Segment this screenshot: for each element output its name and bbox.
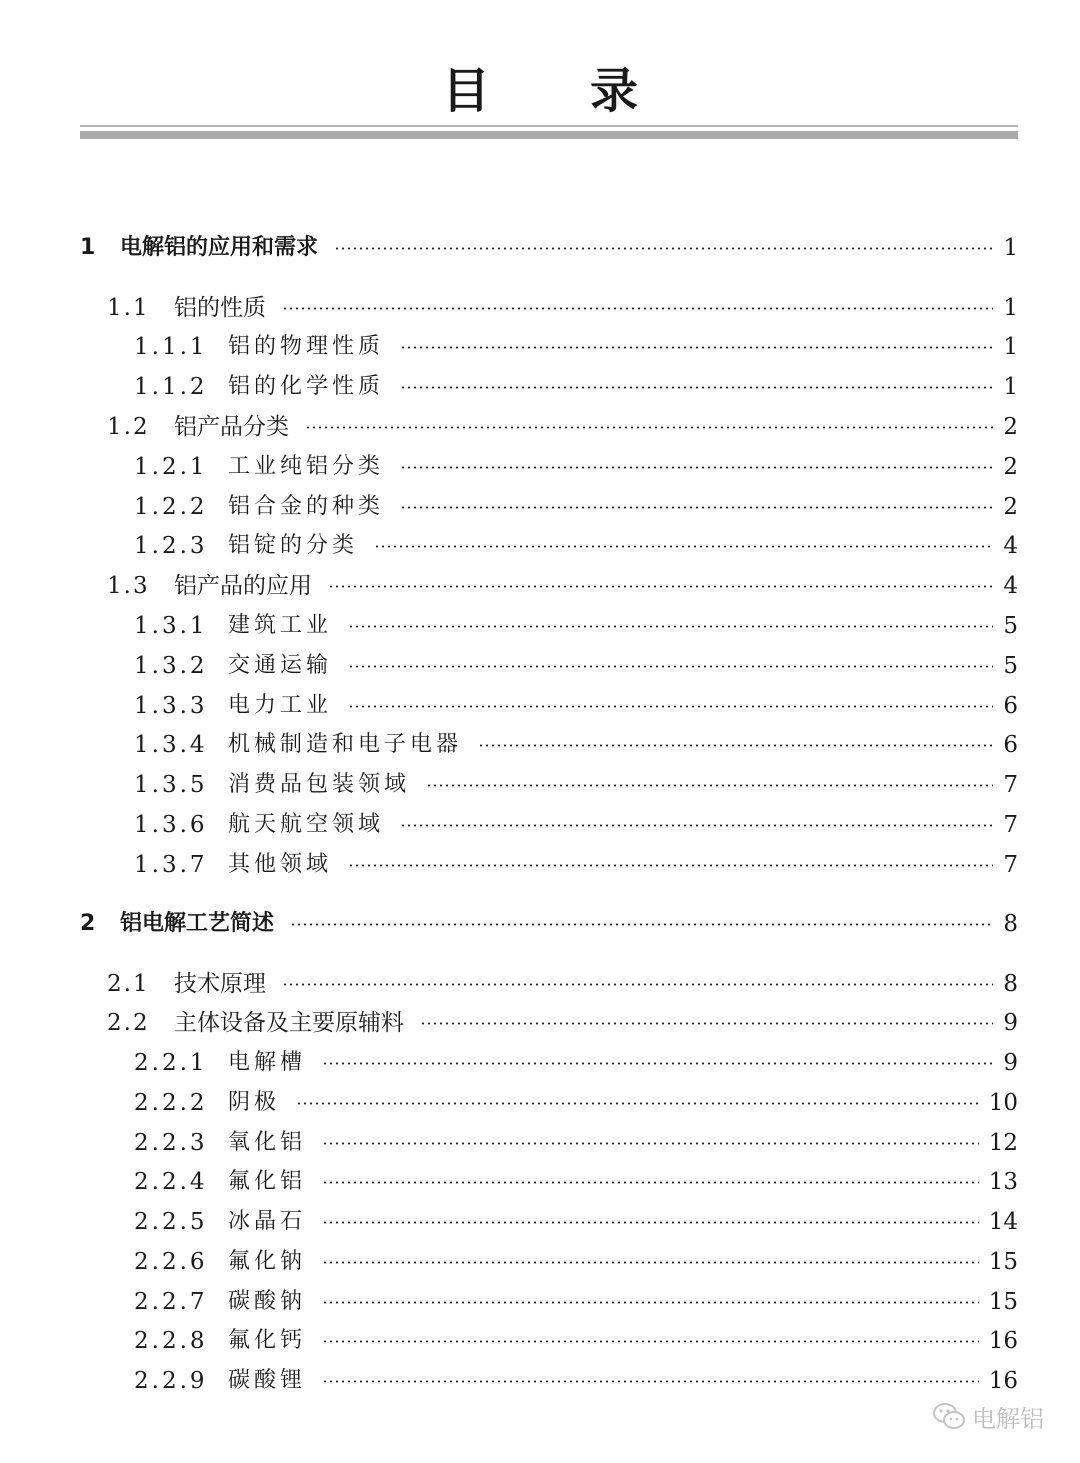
toc-entry[interactable] bbox=[0, 330, 1080, 364]
toc-entry-title: 冰晶石 bbox=[228, 1209, 307, 1234]
toc-entry-number: 2 bbox=[80, 911, 96, 936]
toc-entry-number: 1.2.2 bbox=[134, 494, 208, 520]
toc-leader-dots bbox=[296, 1102, 979, 1105]
toc-leader-dots bbox=[400, 466, 993, 469]
toc-entry-number: 2.2.5 bbox=[134, 1209, 208, 1235]
toc-entry-page: 1 bbox=[1003, 334, 1018, 360]
toc-entry-number: 1.3.7 bbox=[134, 852, 208, 878]
toc-entry-title: 主体设备及主要原辅料 bbox=[174, 1010, 404, 1036]
toc-entry-page: 6 bbox=[1003, 732, 1018, 758]
toc-entry-page: 10 bbox=[988, 1090, 1018, 1116]
toc-leader-dots bbox=[282, 307, 993, 310]
toc-entry-title: 铝产品的应用 bbox=[174, 573, 312, 599]
toc-entry-number: 1.3.2 bbox=[134, 653, 208, 679]
toc-entry-title: 铝的物理性质 bbox=[228, 334, 385, 359]
toc-leader-dots bbox=[322, 1261, 979, 1264]
toc-entry[interactable] bbox=[0, 649, 1080, 683]
toc-entry-page: 7 bbox=[1003, 772, 1018, 798]
toc-leader-dots bbox=[400, 346, 993, 349]
toc-entry-number: 1.3.6 bbox=[134, 812, 208, 838]
watermark-text: 电解铝 bbox=[972, 1404, 1044, 1433]
title-rule-thin bbox=[80, 125, 1018, 127]
toc-entry-page: 6 bbox=[1003, 693, 1018, 719]
toc-entry-title: 氟化钙 bbox=[228, 1328, 307, 1353]
toc-entry[interactable] bbox=[0, 1285, 1080, 1319]
toc-leader-dots bbox=[322, 1301, 979, 1304]
toc-entry[interactable] bbox=[0, 1006, 1080, 1040]
toc-leader-dots bbox=[420, 1022, 993, 1025]
toc-entry-title: 建筑工业 bbox=[228, 613, 333, 638]
toc-entry-number: 1.1 bbox=[107, 295, 150, 321]
toc-entry-page: 12 bbox=[988, 1130, 1018, 1156]
toc-entry-title: 技术原理 bbox=[174, 971, 266, 997]
toc-leader-dots bbox=[400, 386, 993, 389]
toc-entry[interactable] bbox=[0, 450, 1080, 484]
toc-entry-page: 9 bbox=[1003, 1050, 1018, 1076]
toc-entry-title: 氟化铝 bbox=[228, 1169, 307, 1194]
toc-entry-page: 14 bbox=[988, 1209, 1018, 1235]
toc-leader-dots bbox=[290, 923, 993, 926]
toc-entry-page: 2 bbox=[1003, 414, 1018, 440]
toc-entry-title: 碳酸钠 bbox=[228, 1289, 307, 1314]
toc-entry-number: 1.2 bbox=[107, 414, 150, 440]
toc-entry-page: 1 bbox=[1003, 374, 1018, 400]
toc-entry-number: 2.2.1 bbox=[134, 1050, 208, 1076]
toc-entry[interactable] bbox=[0, 370, 1080, 404]
toc-entry[interactable] bbox=[0, 1046, 1080, 1080]
toc-entry-page: 4 bbox=[1003, 573, 1018, 599]
toc-entry-page: 15 bbox=[988, 1249, 1018, 1275]
toc-leader-dots bbox=[426, 784, 993, 787]
toc-entry-number: 2.2.4 bbox=[134, 1169, 208, 1195]
toc-entry-page: 8 bbox=[1003, 971, 1018, 997]
toc-leader-dots bbox=[348, 864, 993, 867]
toc-entry-number: 1.3.4 bbox=[134, 732, 208, 758]
toc-entry-number: 1.3.1 bbox=[134, 613, 208, 639]
toc-entry[interactable] bbox=[0, 1126, 1080, 1160]
toc-entry-page: 5 bbox=[1003, 613, 1018, 639]
page-title bbox=[0, 52, 1080, 121]
toc-entry-page: 9 bbox=[1003, 1010, 1018, 1036]
toc-entry-number: 2.2 bbox=[107, 1010, 150, 1036]
toc-entry[interactable] bbox=[0, 1364, 1080, 1398]
toc-entry-title: 铝的性质 bbox=[174, 295, 266, 321]
toc-entry-number: 2.1 bbox=[107, 971, 150, 997]
toc-entry-number: 1.1.2 bbox=[134, 374, 208, 400]
toc-entry-title: 铝的化学性质 bbox=[228, 374, 385, 399]
watermark bbox=[932, 1396, 1044, 1436]
toc-entry-number: 1.2.3 bbox=[134, 533, 208, 559]
toc-entry-title: 阴极 bbox=[228, 1090, 281, 1115]
toc-entry-number: 1 bbox=[80, 235, 96, 260]
toc-entry-number: 1.3 bbox=[107, 573, 150, 599]
toc-entry-page: 2 bbox=[1003, 454, 1018, 480]
toc-entry-title: 氟化钠 bbox=[228, 1249, 307, 1274]
toc-entry-number: 2.2.3 bbox=[134, 1130, 208, 1156]
toc-entry-page: 16 bbox=[988, 1368, 1018, 1394]
toc-leader-dots bbox=[348, 625, 993, 628]
toc-entry-page: 7 bbox=[1003, 852, 1018, 878]
toc-entry-title: 碳酸锂 bbox=[228, 1368, 307, 1393]
toc-leader-dots bbox=[322, 1062, 993, 1065]
toc-entry[interactable] bbox=[0, 529, 1080, 563]
toc-entry[interactable] bbox=[0, 1245, 1080, 1279]
toc-entry-title: 航天航空领域 bbox=[228, 812, 385, 837]
toc-entry[interactable] bbox=[0, 1086, 1080, 1120]
toc-leader-dots bbox=[282, 983, 993, 986]
toc-entry-page: 1 bbox=[1003, 295, 1018, 321]
toc-entry-title: 铝锭的分类 bbox=[228, 533, 359, 558]
toc-entry-page: 4 bbox=[1003, 533, 1018, 559]
toc-entry-title: 消费品包装领域 bbox=[228, 772, 411, 797]
toc-entry[interactable] bbox=[0, 231, 1080, 265]
toc-entry-title: 铝产品分类 bbox=[174, 414, 289, 440]
toc-entry-page: 2 bbox=[1003, 494, 1018, 520]
toc-entry-page: 8 bbox=[1003, 911, 1018, 937]
toc-entry-number: 2.2.6 bbox=[134, 1249, 208, 1275]
toc-entry[interactable] bbox=[0, 410, 1080, 444]
toc-leader-dots bbox=[348, 705, 993, 708]
toc-entry-page: 7 bbox=[1003, 812, 1018, 838]
toc-entry[interactable] bbox=[0, 728, 1080, 762]
toc-entry-page: 15 bbox=[988, 1289, 1018, 1315]
toc-entry-title: 电解槽 bbox=[228, 1050, 307, 1075]
toc-entry-title: 交通运输 bbox=[228, 653, 333, 678]
toc-entry-page: 1 bbox=[1003, 235, 1018, 261]
toc-entry[interactable] bbox=[0, 1205, 1080, 1239]
toc-entry-title: 工业纯铝分类 bbox=[228, 454, 385, 479]
toc-leader-dots bbox=[328, 585, 993, 588]
toc-entry-page: 13 bbox=[988, 1169, 1018, 1195]
toc-entry[interactable] bbox=[0, 1165, 1080, 1199]
toc-leader-dots bbox=[400, 506, 993, 509]
toc-entry[interactable] bbox=[0, 768, 1080, 802]
toc-leader-dots bbox=[348, 665, 993, 668]
toc-leader-dots bbox=[478, 744, 993, 747]
toc-leader-dots bbox=[400, 824, 993, 827]
toc-entry-number: 2.2.2 bbox=[134, 1090, 208, 1116]
toc-entry[interactable] bbox=[0, 569, 1080, 603]
toc-entry-number: 2.2.8 bbox=[134, 1328, 208, 1354]
toc-entry-title: 电解铝的应用和需求 bbox=[120, 235, 319, 260]
toc-entry-title: 氧化铝 bbox=[228, 1130, 307, 1155]
toc-entry[interactable] bbox=[0, 808, 1080, 842]
toc-entry-title: 其他领域 bbox=[228, 852, 333, 877]
wechat-icon bbox=[932, 1401, 966, 1431]
title-char-2: 录 bbox=[590, 63, 639, 119]
toc-entry-number: 2.2.7 bbox=[134, 1289, 208, 1315]
toc-entry[interactable] bbox=[0, 490, 1080, 524]
toc-entry-number: 1.2.1 bbox=[134, 454, 208, 480]
toc-leader-dots bbox=[374, 545, 993, 548]
title-rule-thick bbox=[80, 131, 1018, 139]
toc-entry-number: 2.2.9 bbox=[134, 1368, 208, 1394]
toc-entry-title: 铝电解工艺简述 bbox=[120, 911, 275, 936]
toc-entry-number: 1.3.3 bbox=[134, 693, 208, 719]
toc-leader-dots bbox=[322, 1221, 979, 1224]
toc-entry-number: 1.3.5 bbox=[134, 772, 208, 798]
toc-entry[interactable] bbox=[0, 1324, 1080, 1358]
toc-entry[interactable] bbox=[0, 689, 1080, 723]
toc-entry-title: 电力工业 bbox=[228, 693, 333, 718]
toc-entry[interactable] bbox=[0, 907, 1080, 941]
toc-entry-page: 16 bbox=[988, 1328, 1018, 1354]
toc-leader-dots bbox=[305, 426, 993, 429]
toc-entry[interactable] bbox=[0, 609, 1080, 643]
toc-leader-dots bbox=[322, 1380, 979, 1383]
toc-entry-page: 5 bbox=[1003, 653, 1018, 679]
toc-entry[interactable] bbox=[0, 967, 1080, 1001]
toc-entry-number: 1.1.1 bbox=[134, 334, 208, 360]
toc-entry[interactable] bbox=[0, 291, 1080, 325]
toc-entry[interactable] bbox=[0, 848, 1080, 882]
toc-leader-dots bbox=[322, 1142, 979, 1145]
toc-leader-dots bbox=[322, 1181, 979, 1184]
toc-entry-title: 机械制造和电子电器 bbox=[228, 732, 463, 757]
toc-leader-dots bbox=[322, 1340, 979, 1343]
toc-entry-title: 铝合金的种类 bbox=[228, 494, 385, 519]
title-char-1: 目 bbox=[441, 63, 490, 119]
toc-leader-dots bbox=[334, 247, 993, 250]
